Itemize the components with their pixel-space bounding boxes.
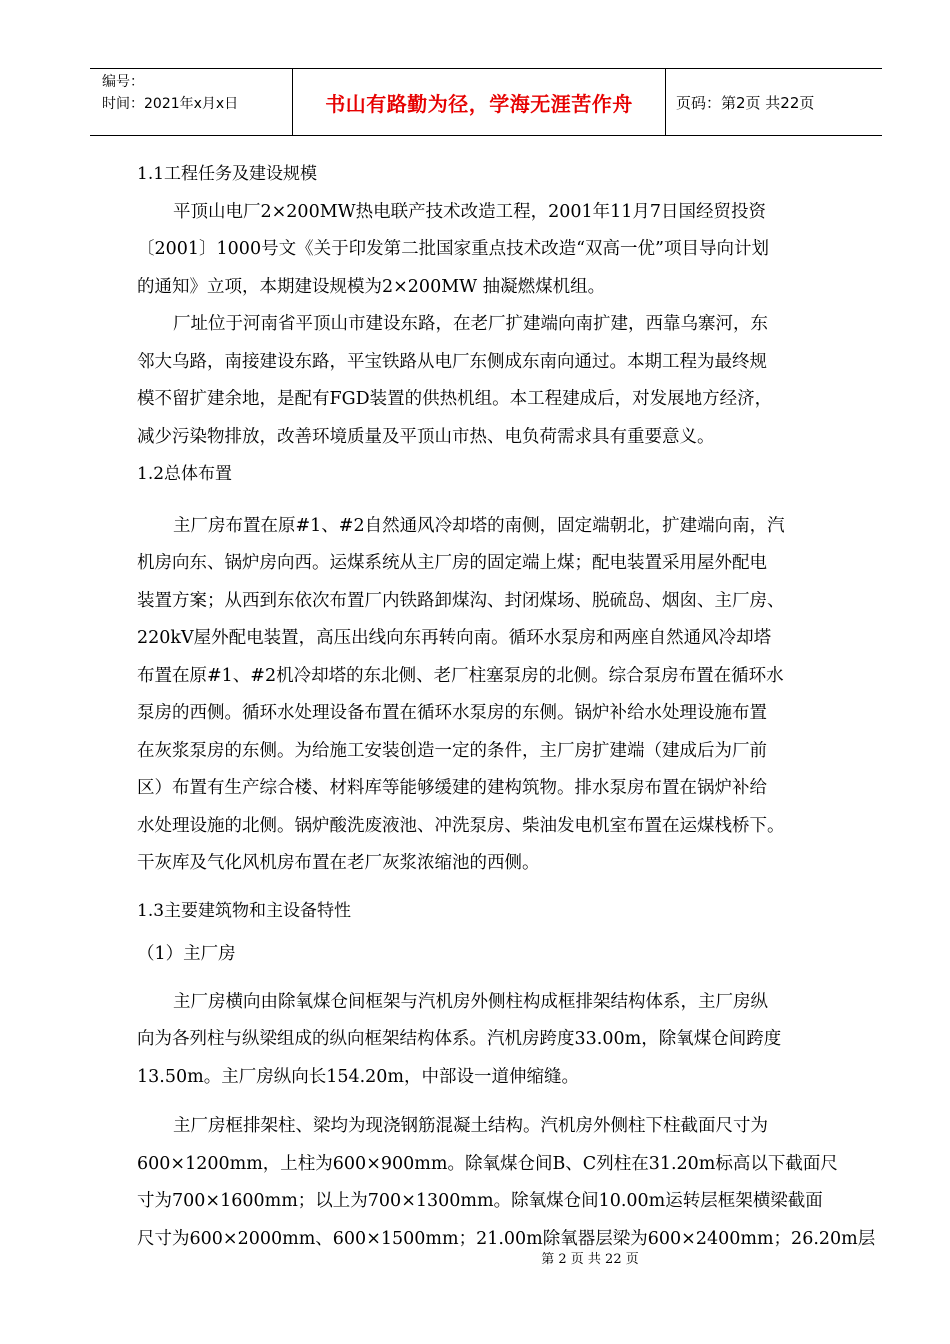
subsection-heading-main-building: （1）主厂房 — [137, 944, 236, 964]
document-time-label: 时间：2021年x月x日 — [102, 96, 239, 112]
body-line: 区）布置有生产综合楼、材料库等能够缓建的建构筑物。排水泵房布置在锅炉补给 — [137, 778, 767, 798]
header-motto: 书山有路勤为径，学海无涯苦作舟 — [325, 91, 633, 116]
body-line: 减少污染物排放，改善环境质量及平顶山市热、电负荷需求具有重要意义。 — [137, 426, 715, 447]
header-page-label: 页码：第2页 共22页 — [676, 93, 815, 112]
document-number-label: 编号： — [102, 74, 144, 90]
body-line: 机房向东、锅炉房向西。运煤系统从主厂房的固定端上煤；配电装置采用屋外配电 — [137, 553, 767, 573]
body-line: 寸为700×1600mm；以上为700×1300mm。除氧煤仓间10.00m运转层框架横梁截面 — [137, 1191, 823, 1211]
body-line: 13.50m。主厂房纵向长154.20m，中部设一道伸缩缝。 — [137, 1066, 580, 1087]
body-line: 〔2001〕1000号文《关于印发第二批国家重点技术改造“双高一优”项目导向计划 — [137, 239, 769, 259]
body-line: 向为各列柱与纵梁组成的纵向框架结构体系。汽机房跨度33.00m，除氧煤仓间跨度 — [137, 1029, 782, 1049]
document-body — [137, 156, 876, 1258]
body-line: 厂址位于河南省平顶山市建设东路，在老厂扩建端向南扩建，西靠乌寨河，东 — [173, 314, 768, 334]
header-page-cell — [666, 69, 882, 135]
page-footer — [0, 1248, 950, 1267]
body-line: 220kV屋外配电装置，高压出线向东再转向南。循环水泵房和两座自然通风冷却塔 — [137, 628, 772, 648]
body-line: 邻大乌路，南接建设东路，平宝铁路从电厂东侧成东南向通过。本期工程为最终规 — [137, 351, 767, 372]
body-line: 主厂房框排架柱、梁均为现浇钢筋混凝土结构。汽机房外侧柱下柱截面尺寸为 — [173, 1116, 768, 1136]
body-line: 装置方案；从西到东依次布置厂内铁路卸煤沟、封闭煤场、脱硫岛、烟囱、主厂房、 — [137, 590, 785, 611]
body-line: 布置在原#1、#2机冷却塔的东北侧、老厂柱塞泵房的北侧。综合泵房布置在循环水 — [137, 665, 784, 686]
page-header — [90, 68, 882, 136]
body-line: 平顶山电厂2×200MW热电联产技术改造工程，2001年11月7日国经贸投资 — [173, 201, 767, 222]
section-heading-1-1: 1.1工程任务及建设规模 — [137, 164, 318, 184]
section-heading-1-3: 1.3主要建筑物和主设备特性 — [137, 900, 352, 921]
header-meta-cell — [90, 69, 293, 135]
body-line: 水处理设施的北侧。锅炉酸洗废液池、冲洗泵房、柴油发电机室布置在运煤栈桥下。 — [137, 815, 785, 836]
body-line: 在灰浆泵房的东侧。为给施工安装创造一定的条件，主厂房扩建端（建成后为厂前 — [137, 740, 767, 761]
body-line: 主厂房横向由除氧煤仓间框架与汽机房外侧柱构成框排架结构体系，主厂房纵 — [173, 991, 768, 1012]
footer-page-number: 第 2 页 共 22 页 — [541, 1252, 639, 1267]
body-line: 主厂房布置在原#1、#2自然通风冷却塔的南侧，固定端朝北，扩建端向南，汽 — [173, 515, 785, 536]
section-heading-1-2: 1.2总体布置 — [137, 464, 233, 484]
body-line: 600×1200mm，上柱为600×900mm。除氧煤仓间B、C列柱在31.20m标高以下截面尺 — [137, 1153, 838, 1174]
body-line: 的通知》立项，本期建设规模为2×200MW 抽凝燃煤机组。 — [137, 276, 606, 297]
header-motto-cell — [293, 69, 666, 135]
body-line: 模不留扩建余地，是配有FGD装置的供热机组。本工程建成后，对发展地方经济， — [137, 389, 773, 409]
body-line: 泵房的西侧。循环水处理设备布置在循环水泵房的东侧。锅炉补给水处理设施布置 — [137, 703, 767, 723]
body-line: 尺寸为600×2000mm、600×1500mm；21.00m除氧器层梁为600×2400mm；26.20m层 — [137, 1228, 876, 1249]
body-line: 干灰库及气化风机房布置在老厂灰浆浓缩池的西侧。 — [137, 853, 540, 873]
